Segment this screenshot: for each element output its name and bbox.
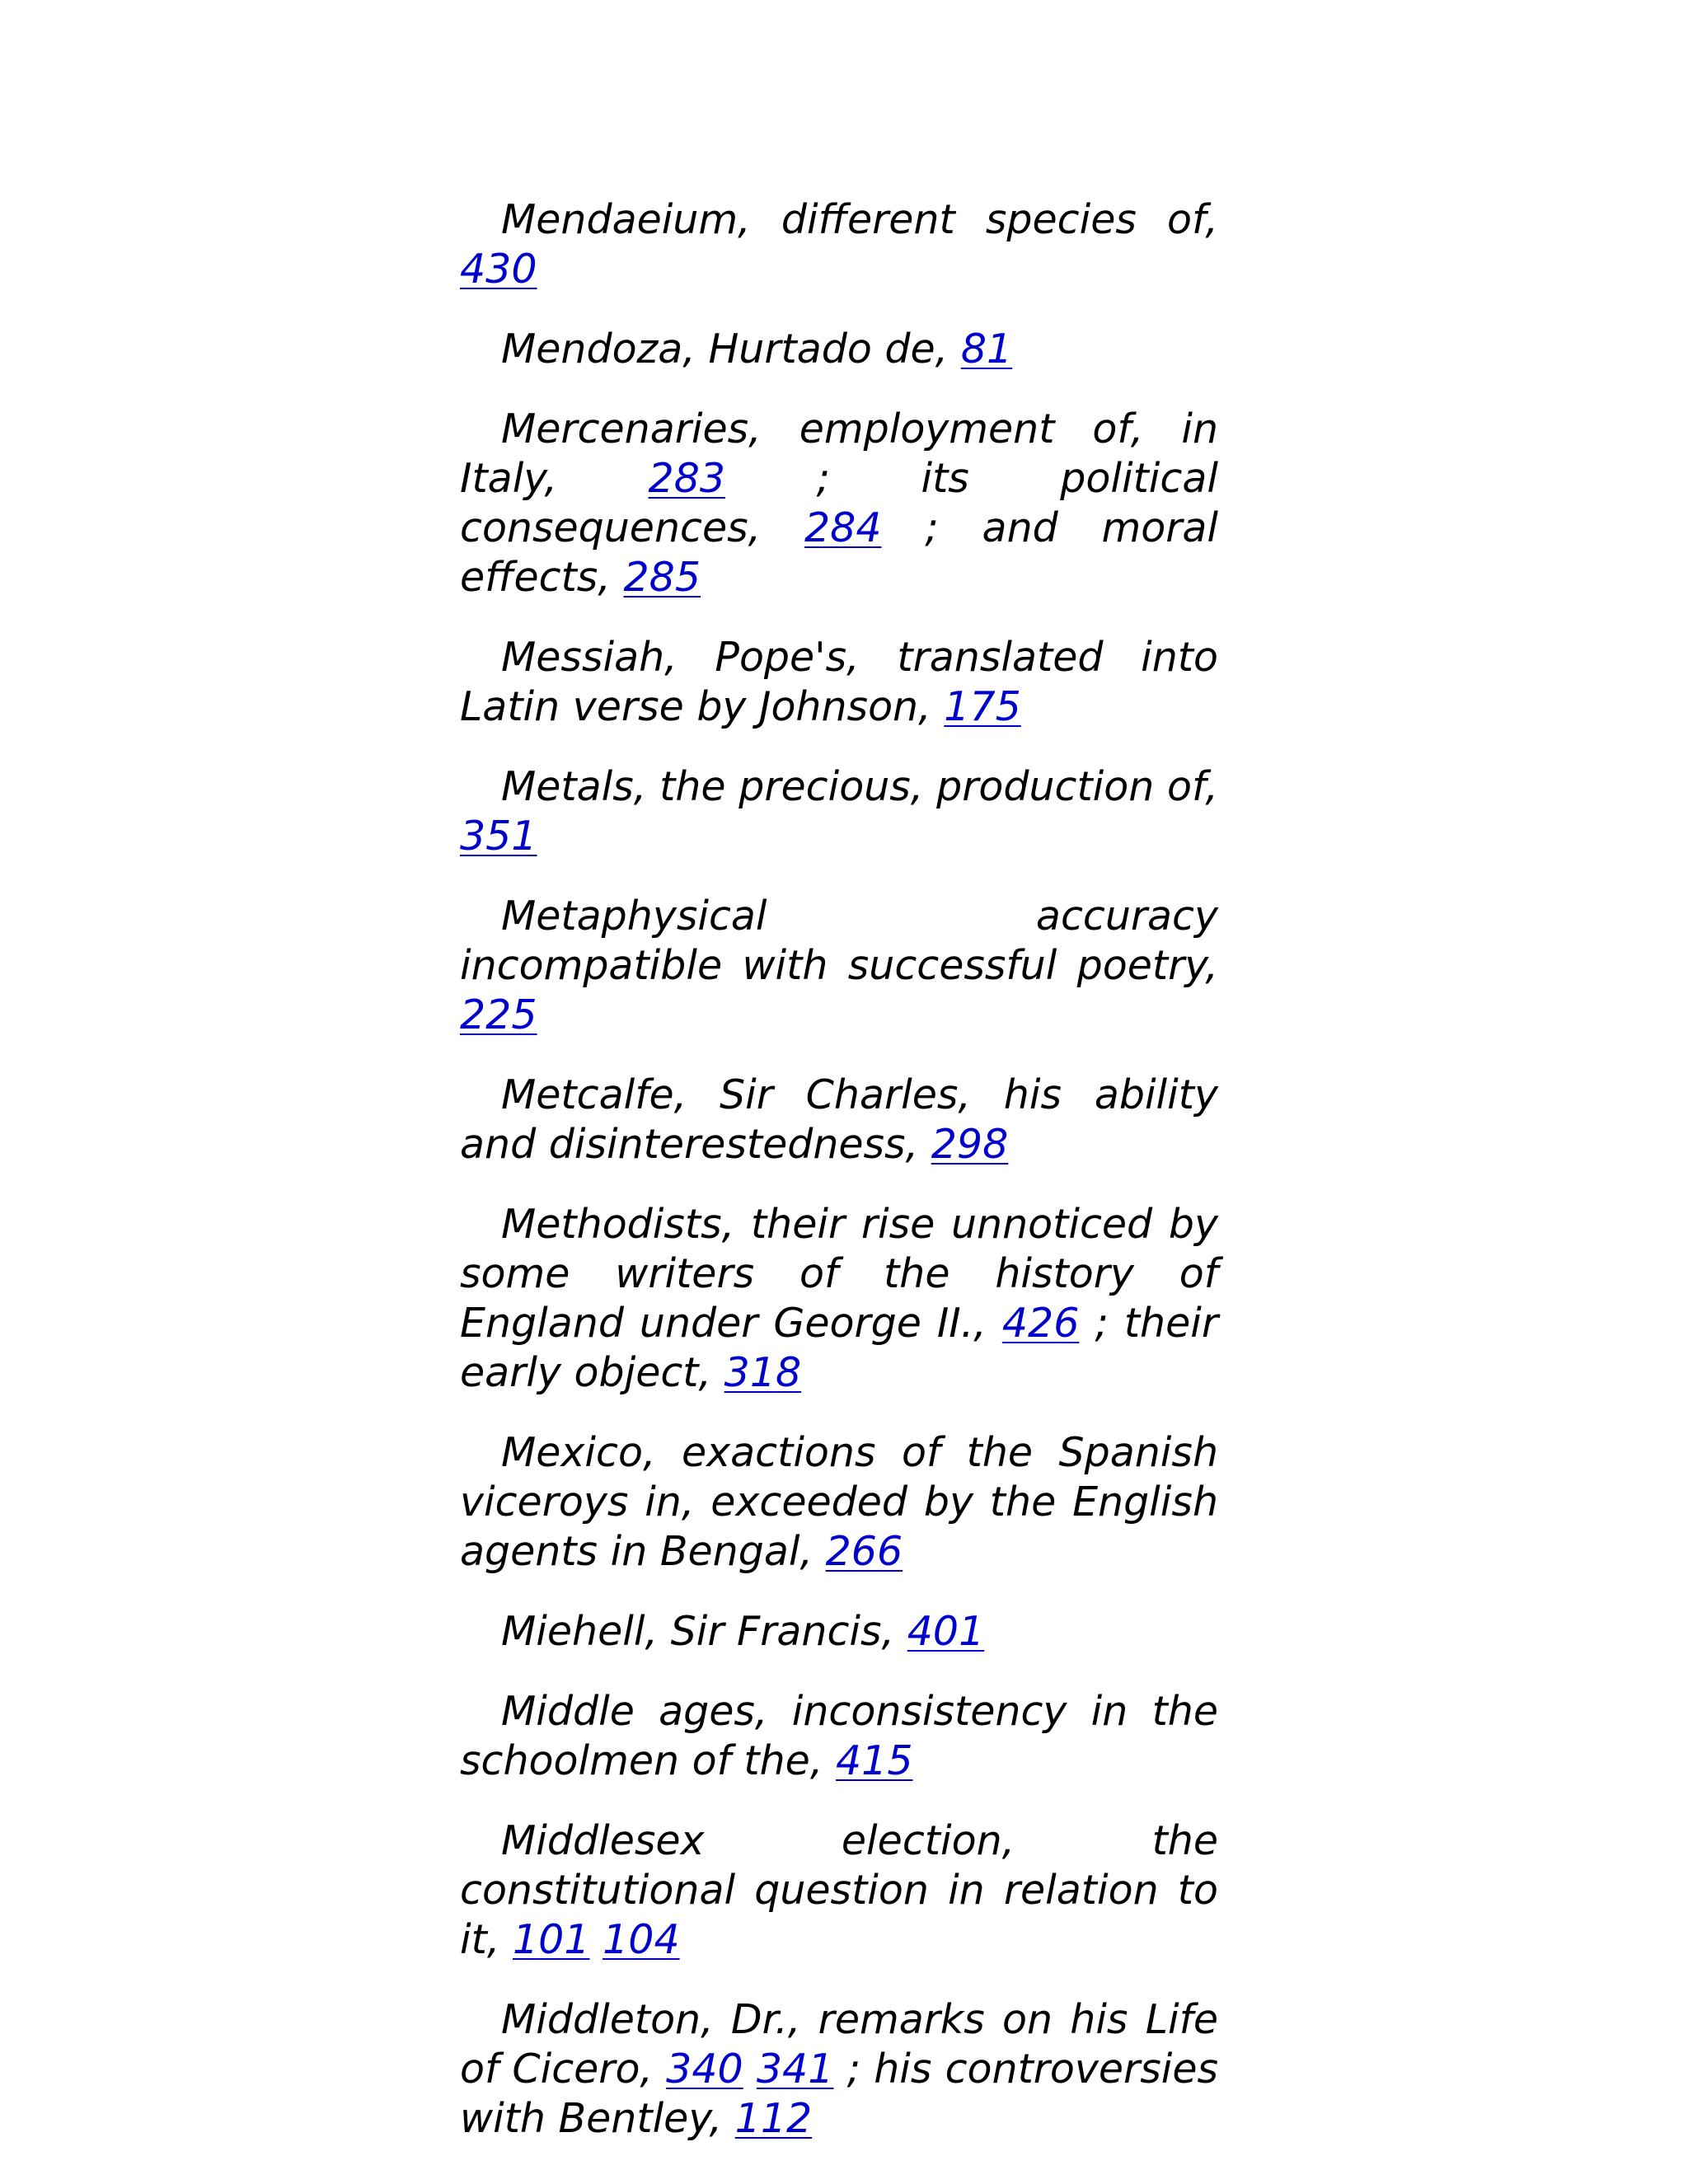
index-entry	[460, 633, 1218, 732]
entry-text: Mendoza, Hurtado de,	[501, 326, 961, 373]
page-link[interactable]: 426	[1001, 1300, 1080, 1347]
entry-text	[743, 2046, 757, 2093]
index-entry	[460, 1995, 1218, 2144]
index-entry	[460, 1428, 1218, 1577]
page-link[interactable]: 266	[825, 1528, 903, 1575]
entry-text: Mercenaries, employment of, in Italy,	[460, 405, 1218, 502]
page-link[interactable]: 175	[944, 683, 1021, 730]
entry-text: Mendaeium, different species of,	[501, 196, 1218, 243]
entry-text: Middlesex election, the constitutional question in relation to it,	[460, 1817, 1218, 1963]
page-link[interactable]: 283	[648, 455, 726, 502]
index-entry	[460, 892, 1218, 1040]
index-entry	[460, 1071, 1218, 1169]
entry-text: Metcalfe, Sir Charles, his ability and disinterestedness,	[460, 1071, 1218, 1168]
page-link[interactable]: 285	[623, 554, 701, 601]
page-link[interactable]: 340	[666, 2046, 743, 2093]
page-link[interactable]: 318	[724, 1349, 802, 1396]
page-link[interactable]: 225	[460, 991, 537, 1038]
index-entry	[460, 1816, 1218, 1965]
index-entry	[460, 1687, 1218, 1786]
page-link[interactable]: 401	[907, 1608, 985, 1655]
entry-text: Middleton, Dr., remarks on his Life of Cicero,	[460, 1996, 1218, 2093]
page-link[interactable]: 341	[756, 2046, 834, 2093]
entry-text: Metaphysical accuracy incompatible with successful poetry,	[460, 893, 1218, 989]
page-link[interactable]: 112	[734, 2095, 813, 2142]
page-link[interactable]: 101	[512, 1916, 590, 1963]
page-link[interactable]: 284	[804, 504, 882, 551]
entry-text: ; and moral effects,	[460, 504, 1219, 601]
entry-text: Miehell, Sir Francis,	[501, 1608, 907, 1655]
entry-text: Mexico, exactions of the Spanish viceroys in, exceeded by the English agents in Bengal,	[460, 1429, 1218, 1575]
entry-text: ; his controversies with Bentley,	[460, 2046, 1219, 2142]
index-entry	[460, 1200, 1218, 1398]
page-link[interactable]: 430	[460, 246, 537, 293]
page-link[interactable]: 81	[960, 326, 1013, 373]
page-link[interactable]: 415	[835, 1737, 913, 1784]
index-entry	[460, 195, 1218, 294]
page-link[interactable]: 298	[931, 1121, 1009, 1168]
entry-text: ; its political consequences,	[460, 455, 1218, 551]
index-entry	[460, 405, 1218, 602]
index-entry	[460, 1607, 1218, 1657]
index-entry	[460, 325, 1218, 374]
index-entries	[460, 195, 1218, 2174]
entry-text: ; their early object,	[460, 1300, 1218, 1396]
page-link[interactable]: 104	[603, 1916, 680, 1963]
entry-text: Messiah, Pope's, translated into Latin verse by Johnson,	[460, 634, 1218, 730]
index-entry	[460, 762, 1218, 861]
entry-text: Middle ages, inconsistency in the schoolmen of the,	[460, 1688, 1218, 1784]
page-link[interactable]: 351	[460, 813, 537, 860]
entry-text: Metals, the precious, production of,	[501, 763, 1218, 810]
entry-text: Methodists, their rise unnoticed by some writers of the history of England under George II.,	[460, 1201, 1218, 1347]
entry-text	[590, 1916, 603, 1963]
